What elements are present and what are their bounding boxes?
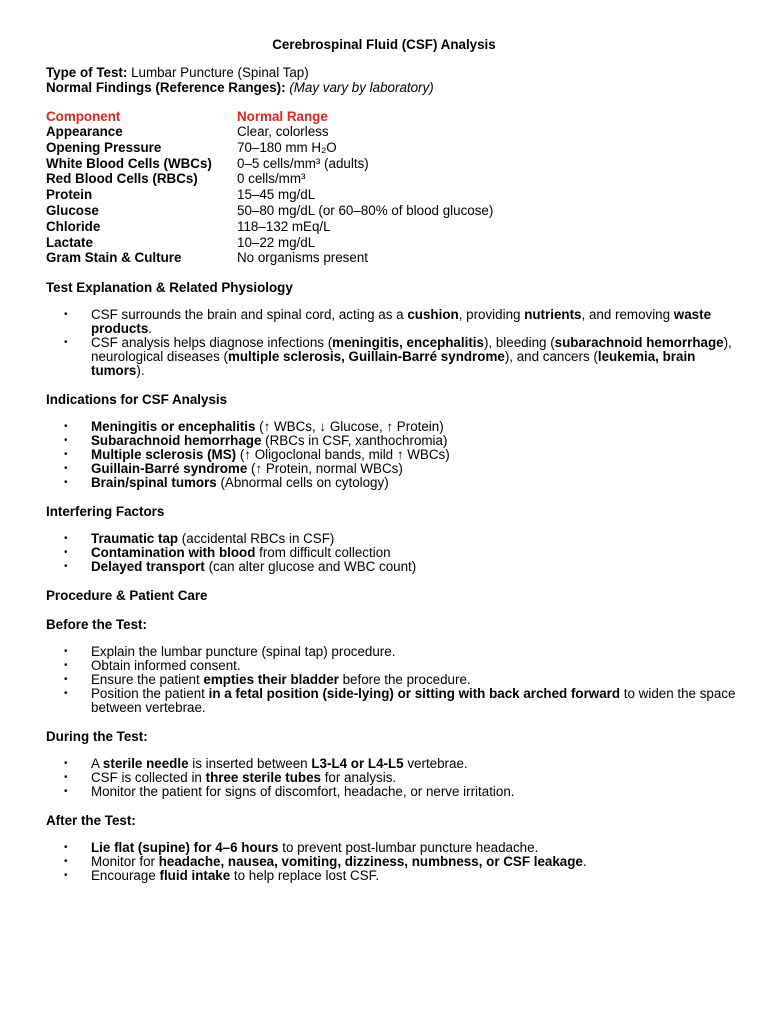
text-segment: vertebrae.	[403, 756, 468, 772]
text-segment: to widen the space between vertebrae.	[91, 686, 736, 716]
text-segment: .	[148, 321, 153, 337]
table-header-row	[46, 108, 493, 124]
component-cell: Protein	[46, 187, 93, 203]
component-cell: Lactate	[46, 234, 93, 250]
bold-text: Delayed transport	[91, 559, 205, 575]
normal-range-cell: 118–132 mEq/L	[237, 218, 331, 234]
bold-text: headache, nausea, vomiting, dizziness, numbness, or CSF leakage	[158, 854, 583, 870]
text-segment: Obtain informed consent.	[91, 658, 241, 674]
text-segment: from difficult collection	[255, 545, 391, 561]
normal-range-cell: 0–5 cells/mm³ (adults)	[237, 155, 369, 171]
normal-range-cell: 15–45 mg/dL	[237, 187, 316, 203]
bullet-list	[46, 532, 736, 574]
bold-text: Contamination with blood	[91, 545, 256, 561]
section-heading: Interfering Factors	[46, 504, 165, 520]
text-segment: .	[582, 854, 587, 870]
text-segment: before the procedure.	[338, 672, 471, 688]
list-item	[46, 546, 736, 560]
table-row	[46, 124, 493, 140]
section-heading: Test Explanation & Related Physiology	[46, 280, 293, 296]
bold-text: meningitis, encephalitis	[332, 335, 484, 351]
bold-text: waste products	[91, 307, 712, 337]
bullet-list	[46, 757, 736, 799]
text-segment: Encourage	[91, 868, 160, 884]
bullet-list	[46, 420, 736, 490]
list-item	[46, 841, 736, 855]
normal-range-cell: 0 cells/mm³	[237, 171, 306, 187]
text-segment: (can alter glucose and WBC count)	[204, 559, 417, 575]
table-row	[46, 171, 493, 187]
reference-range-table	[46, 108, 493, 266]
table-row	[46, 187, 493, 203]
section-heading: Procedure & Patient Care	[46, 588, 208, 604]
bullet-list	[46, 841, 736, 883]
text-segment: (↑ Protein, normal WBCs)	[247, 461, 403, 477]
table-row	[46, 219, 493, 235]
table-row	[46, 203, 493, 219]
column-header-component: Component	[46, 108, 121, 124]
bold-text: L3-L4 or L4-L5	[311, 756, 404, 772]
bold-text: Multiple sclerosis (MS)	[91, 447, 237, 463]
text-segment: CSF analysis helps diagnose infections (	[91, 335, 333, 351]
text-segment: Explain the lumbar puncture (spinal tap) procedure.	[91, 644, 396, 660]
bold-text: subarachnoid hemorrhage	[554, 335, 724, 351]
bold-text: Lie flat (supine) for 4–6 hours	[91, 840, 279, 856]
bold-text: fluid intake	[159, 868, 231, 884]
text-segment: CSF is collected in	[91, 770, 206, 786]
bold-text: Subarachnoid hemorrhage	[91, 433, 262, 449]
document-page	[46, 37, 736, 883]
list-item	[46, 645, 736, 659]
document-title: Cerebrospinal Fluid (CSF) Analysis	[272, 37, 496, 52]
type-of-test-value: Lumbar Puncture (Spinal Tap)	[127, 65, 309, 80]
text-segment: Monitor the patient for signs of discomfort, headache, or nerve irritation.	[91, 784, 515, 800]
bold-text: multiple sclerosis, Guillain-Barré syndrome	[227, 349, 505, 365]
list-item	[46, 532, 736, 546]
text-segment: CSF surrounds the brain and spinal cord, acting as a	[91, 307, 408, 323]
list-item	[46, 687, 736, 715]
normal-range-cell: 70–180 mm H₂O	[237, 139, 337, 155]
component-cell: White Blood Cells (WBCs)	[46, 155, 212, 171]
normal-range-cell: No organisms present	[237, 250, 368, 266]
list-item	[46, 448, 736, 462]
list-item	[46, 420, 736, 434]
normal-findings-line	[46, 80, 736, 95]
text-segment: ).	[136, 363, 145, 379]
list-item	[46, 869, 736, 883]
text-segment: (Abnormal cells on cytology)	[216, 475, 389, 491]
text-segment: is inserted between	[188, 756, 312, 772]
component-cell: Chloride	[46, 218, 101, 234]
text-segment: Ensure the patient	[91, 672, 204, 688]
component-cell: Glucose	[46, 202, 99, 218]
text-segment: (accidental RBCs in CSF)	[178, 531, 335, 547]
text-segment: ), neurological diseases (	[91, 335, 732, 365]
bold-text: nutrients	[524, 307, 582, 323]
bold-text: three sterile tubes	[205, 770, 321, 786]
list-item	[46, 560, 736, 574]
list-item	[46, 855, 736, 869]
sections-container	[46, 280, 736, 883]
type-of-test-label: Type of Test:	[46, 65, 128, 80]
normal-findings-note: (May vary by laboratory)	[285, 80, 434, 95]
text-segment: , providing	[458, 307, 525, 323]
bold-text: Traumatic tap	[91, 531, 179, 547]
list-item	[46, 336, 736, 378]
table-row	[46, 250, 493, 266]
bold-text: cushion	[407, 307, 459, 323]
section-heading: Before the Test:	[46, 617, 147, 633]
text-segment: (↑ WBCs, ↓ Glucose, ↑ Protein)	[255, 419, 444, 435]
type-of-test-line	[46, 65, 736, 80]
section-heading: After the Test:	[46, 813, 136, 829]
component-cell: Gram Stain & Culture	[46, 250, 182, 266]
list-item	[46, 476, 736, 490]
component-cell: Opening Pressure	[46, 139, 162, 155]
text-segment: Position the patient	[91, 686, 209, 702]
normal-findings-label: Normal Findings (Reference Ranges):	[46, 80, 286, 95]
list-item	[46, 771, 736, 785]
normal-range-cell: 50–80 mg/dL (or 60–80% of blood glucose)	[237, 202, 494, 218]
bullet-list	[46, 308, 736, 378]
list-item	[46, 434, 736, 448]
component-cell: Red Blood Cells (RBCs)	[46, 171, 198, 187]
table-row	[46, 156, 493, 172]
text-segment: A	[91, 756, 103, 772]
bold-text: leukemia, brain tumors	[91, 349, 696, 379]
text-segment: ), and cancers (	[504, 349, 598, 365]
text-segment: , and removing	[581, 307, 674, 323]
text-segment: to help replace lost CSF.	[230, 868, 380, 884]
text-segment: to prevent post-lumbar puncture headache.	[278, 840, 539, 856]
bold-text: sterile needle	[102, 756, 189, 772]
list-item	[46, 673, 736, 687]
list-item	[46, 785, 736, 799]
text-segment: ), bleeding (	[483, 335, 555, 351]
bold-text: empties their bladder	[203, 672, 339, 688]
section-heading: During the Test:	[46, 729, 148, 745]
text-segment: for analysis.	[320, 770, 397, 786]
list-item	[46, 659, 736, 673]
bold-text: in a fetal position (side-lying) or sitting with back arched forward	[208, 686, 621, 702]
table-row	[46, 140, 493, 156]
text-segment: (↑ Oligoclonal bands, mild ↑ WBCs)	[236, 447, 450, 463]
section-heading: Indications for CSF Analysis	[46, 392, 228, 408]
bold-text: Brain/spinal tumors	[91, 475, 217, 491]
list-item	[46, 757, 736, 771]
table-row	[46, 235, 493, 251]
list-item	[46, 462, 736, 476]
bullet-list	[46, 645, 736, 715]
text-segment: Monitor for	[91, 854, 159, 870]
normal-range-cell: 10–22 mg/dL	[237, 234, 316, 250]
bold-text: Guillain-Barré syndrome	[91, 461, 248, 477]
bold-text: Meningitis or encephalitis	[91, 419, 256, 435]
list-item	[46, 308, 736, 336]
component-cell: Appearance	[46, 124, 123, 139]
normal-range-cell: Clear, colorless	[237, 124, 329, 139]
text-segment: (RBCs in CSF, xanthochromia)	[261, 433, 448, 449]
column-header-normal-range: Normal Range	[237, 108, 328, 124]
